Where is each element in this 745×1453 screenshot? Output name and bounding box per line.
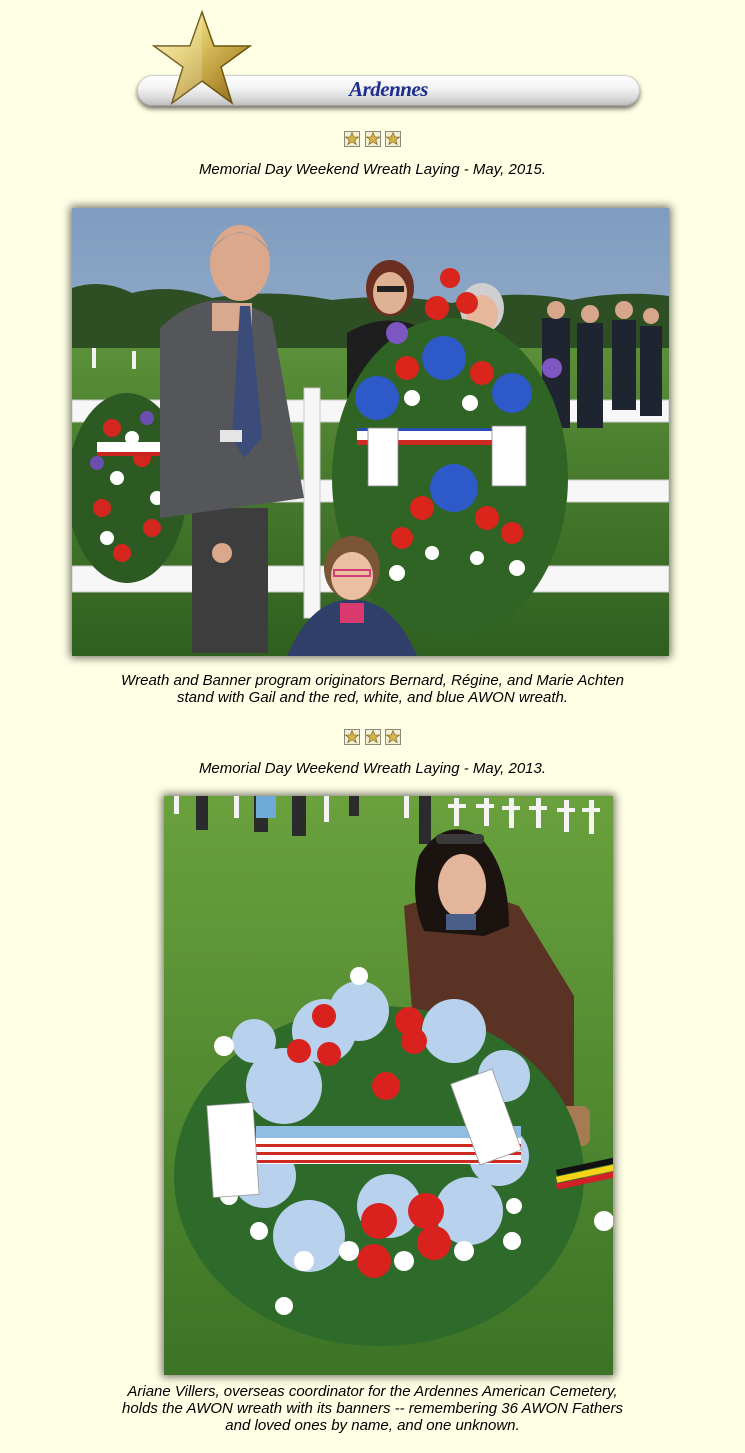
section-heading: Memorial Day Weekend Wreath Laying - May, 2015. [198, 161, 547, 178]
photo-caption [0, 672, 745, 706]
photo-caption [0, 1383, 745, 1434]
small-gold-star-icon [365, 131, 381, 147]
photo-wreath-2013 [164, 796, 613, 1375]
three-stars-divider [0, 131, 745, 147]
small-gold-star-icon [385, 131, 401, 147]
three-stars-divider [0, 729, 745, 745]
caption-line: and loved ones by name, and one unknown. [225, 1417, 520, 1434]
small-gold-star-icon [365, 729, 381, 745]
photo-wreath-2015 [72, 208, 669, 656]
page-title: Ardennes [349, 77, 428, 101]
small-gold-star-icon [344, 131, 360, 147]
caption-line: Ariane Villers, overseas coordinator for the Ardennes American Cemetery, [127, 1383, 618, 1400]
caption-line: Wreath and Banner program originators Bernard, Régine, and Marie Achten [120, 672, 625, 689]
gold-star-icon [152, 10, 252, 106]
caption-line: holds the AWON wreath with its banners -- remembering 36 AWON Fathers [121, 1400, 624, 1417]
small-gold-star-icon [344, 729, 360, 745]
section-heading: Memorial Day Weekend Wreath Laying - May, 2013. [198, 760, 547, 777]
caption-line: stand with Gail and the red, white, and blue AWON wreath. [176, 689, 569, 706]
small-gold-star-icon [385, 729, 401, 745]
